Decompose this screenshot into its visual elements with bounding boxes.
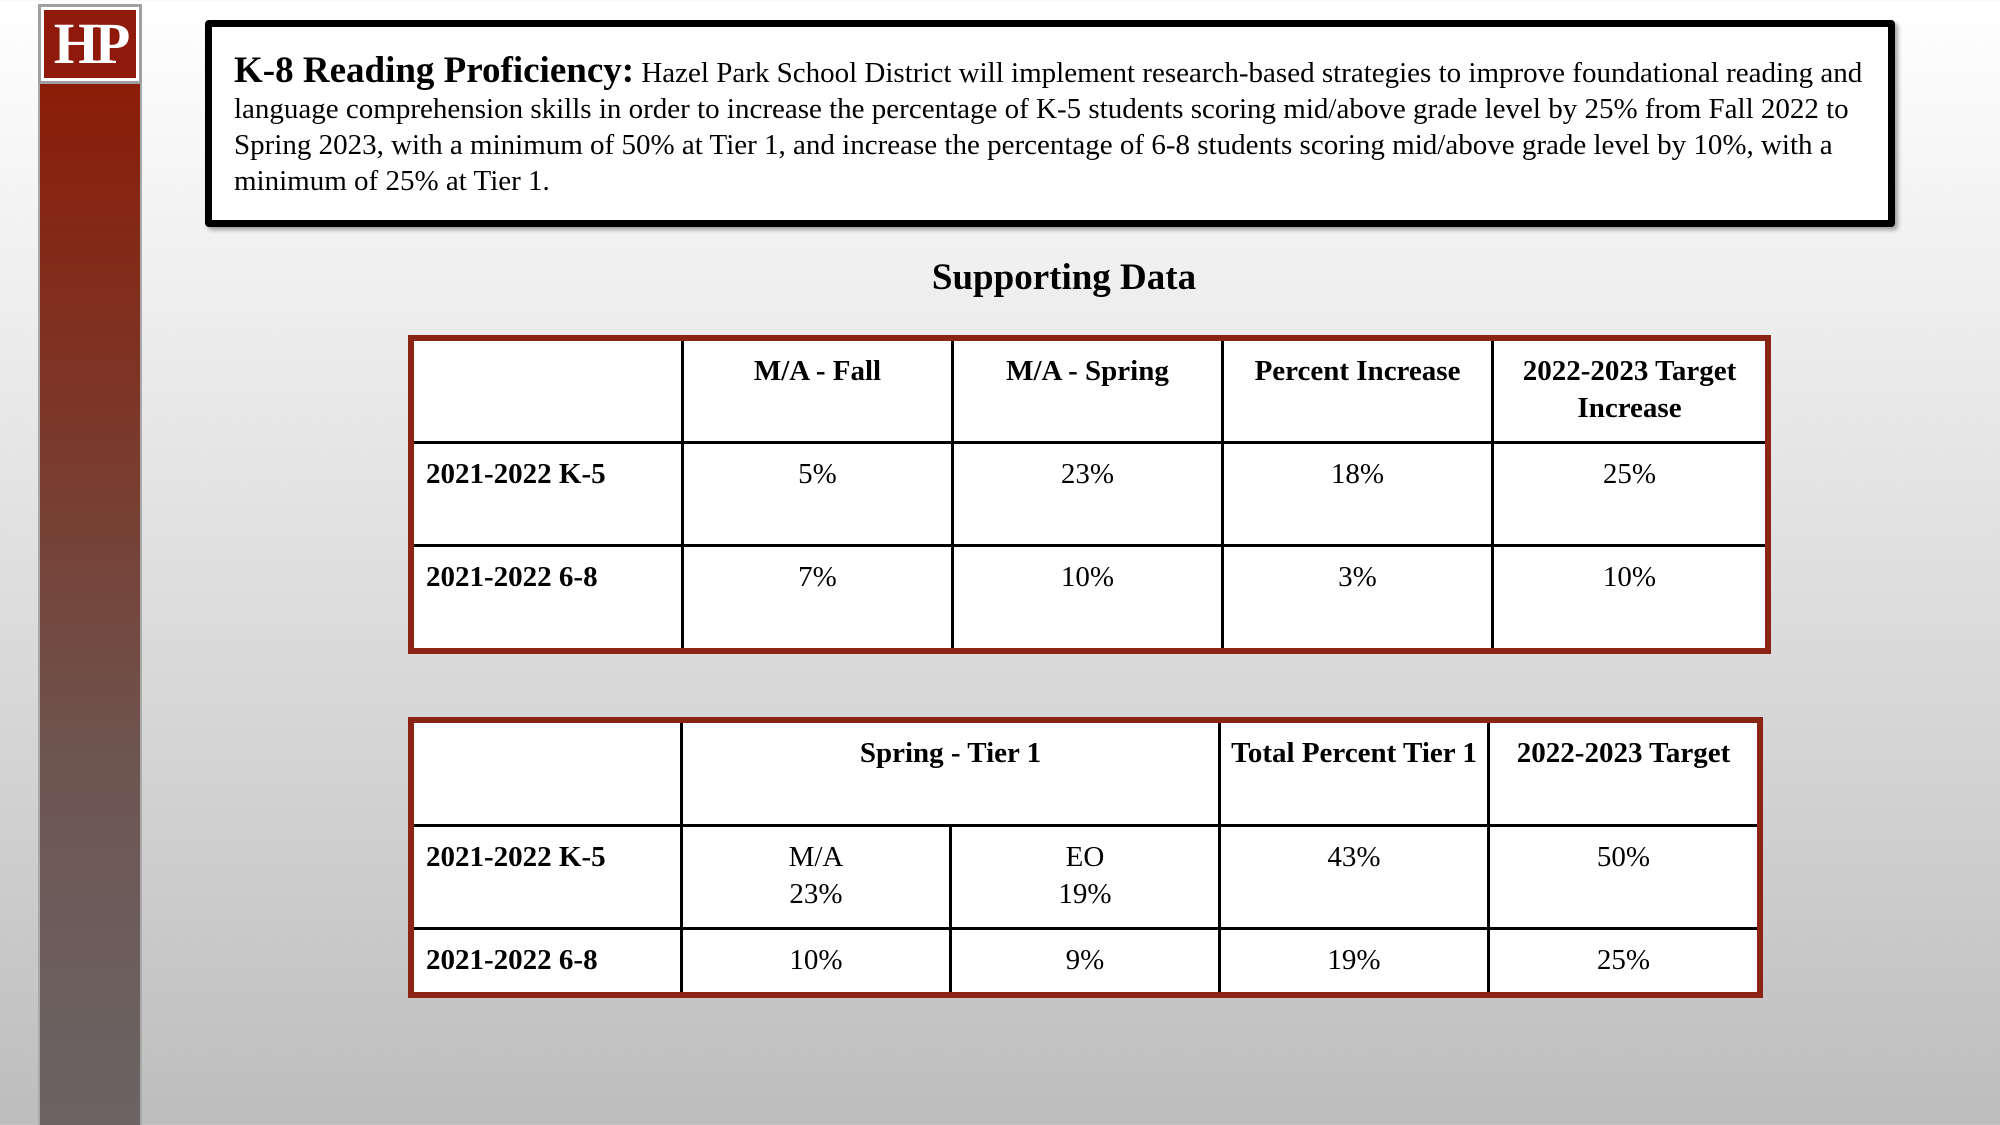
row-label: 2021-2022 K-5 — [413, 443, 683, 546]
table-cell: 5% — [683, 443, 953, 546]
table-cell: 25% — [1493, 443, 1767, 546]
table-header-row — [413, 722, 1759, 826]
row-label: 2021-2022 6-8 — [413, 929, 682, 994]
section-title: Supporting Data — [931, 257, 1197, 298]
goal-title: K-8 Reading Proficiency: — [234, 50, 635, 91]
table-header-cell: Spring - Tier 1 — [682, 722, 1220, 826]
table-cell: 18% — [1223, 443, 1493, 546]
table-cell: 10% — [1493, 546, 1767, 650]
table-row — [413, 826, 1759, 929]
table-cell: 10% — [682, 929, 951, 994]
table-header-cell: M/A - Spring — [953, 340, 1223, 443]
table-row — [413, 443, 1767, 546]
hp-logo — [38, 4, 142, 84]
table-header-cell — [413, 722, 682, 826]
table-cell: 43% — [1220, 826, 1489, 929]
left-sidebar-decoration — [38, 84, 142, 1125]
hp-logo-text: HP — [53, 11, 127, 76]
goal-body: Hazel Park School District will implement research-based strategies to improve foundational reading and language comprehension skills in order to increase the percentage of K-5 students scoring mid/above grade level by 25% from Fall 2022 to Spring 2023, with a minimum of 50% at Tier 1, and increase the percentage of 6-8 students scoring mid/above grade level by 10%, with a minimum of 25% at Tier 1. — [234, 57, 1863, 197]
table-cell: 19% — [1220, 929, 1489, 994]
supporting-data-table — [411, 338, 1768, 651]
table-row — [413, 546, 1767, 650]
table-cell: 50% — [1489, 826, 1759, 929]
table-cell: 25% — [1489, 929, 1759, 994]
table-header-cell: M/A - Fall — [683, 340, 953, 443]
table-cell: 3% — [1223, 546, 1493, 650]
table-cell: 23% — [953, 443, 1223, 546]
table-cell: M/A 23% — [682, 826, 951, 929]
table-cell: 10% — [953, 546, 1223, 650]
table-header-cell: 2022-2023 Target — [1489, 722, 1759, 826]
tier1-data-table — [411, 720, 1760, 995]
table-cell: 7% — [683, 546, 953, 650]
row-label: 2021-2022 6-8 — [413, 546, 683, 650]
goal-statement-box — [205, 20, 1895, 227]
row-label: 2021-2022 K-5 — [413, 826, 682, 929]
table-row — [413, 929, 1759, 994]
table-header-cell: Percent Increase — [1223, 340, 1493, 443]
goal-statement — [234, 50, 1866, 199]
table-header-row — [413, 340, 1767, 443]
table-cell: EO 19% — [951, 826, 1220, 929]
table-header-cell: 2022-2023 Target Increase — [1493, 340, 1767, 443]
table-cell: 9% — [951, 929, 1220, 994]
table-header-cell: Total Percent Tier 1 — [1220, 722, 1489, 826]
table-header-cell — [413, 340, 683, 443]
